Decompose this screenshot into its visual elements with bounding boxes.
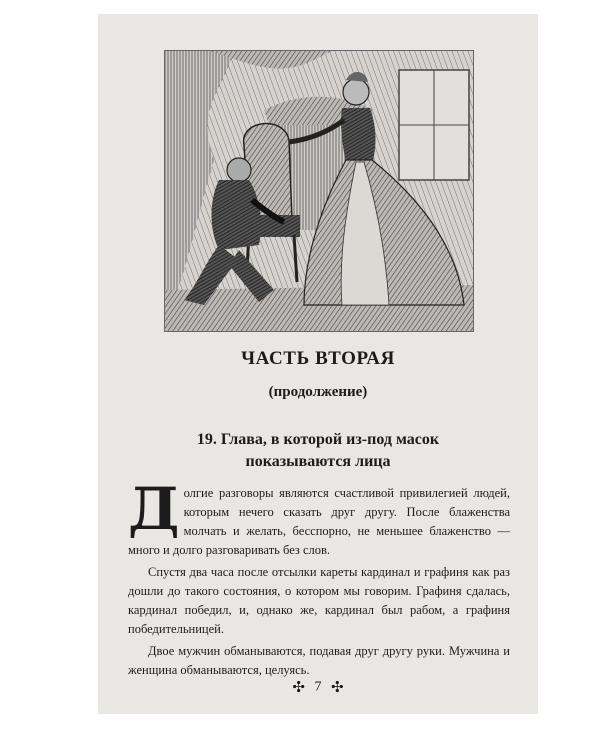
paragraph-1 — [128, 475, 510, 560]
engraving-kneeling-man-and-lady-icon — [164, 50, 474, 332]
drop-cap: Д — [128, 475, 180, 543]
chapter-title — [158, 429, 478, 473]
chapter-title-line-1: 19. Глава, в которой из-под масок — [196, 431, 440, 448]
paragraph-3: Двое мужчин обманываются, подавая друг другу руки. Мужчина и женщина обманываются, целуясь. — [128, 644, 510, 677]
paragraph-1-text: олгие разговоры являются счастливой привилегией людей, которым нечего сказать друг другу. После блаженства молчать и желать, бесспорно, не меньшее блаженство — много и долго разговаривать без слов. — [128, 486, 510, 557]
right-ornament-icon: ✣ — [331, 680, 344, 696]
part-title: ЧАСТЬ ВТОРАЯ — [241, 348, 395, 369]
page-footer — [98, 678, 538, 697]
page-number: 7 — [314, 679, 322, 695]
left-ornament-icon: ✣ — [292, 680, 305, 696]
part-subtitle: (продолжение) — [268, 384, 368, 400]
chapter-title-line-2: показываются лица — [245, 453, 391, 470]
paragraph-2: Спустя два часа после отсылки кареты кардинал и графиня как раз дошли до такого состояния, о котором мы говорим. Графиня сдалась, кардинал победил, и, однако же, кардинал был рабом, а графиня победительницей. — [128, 565, 510, 636]
chapter-body — [128, 475, 510, 683]
book-page — [98, 14, 538, 714]
engraving-illustration — [164, 50, 474, 332]
